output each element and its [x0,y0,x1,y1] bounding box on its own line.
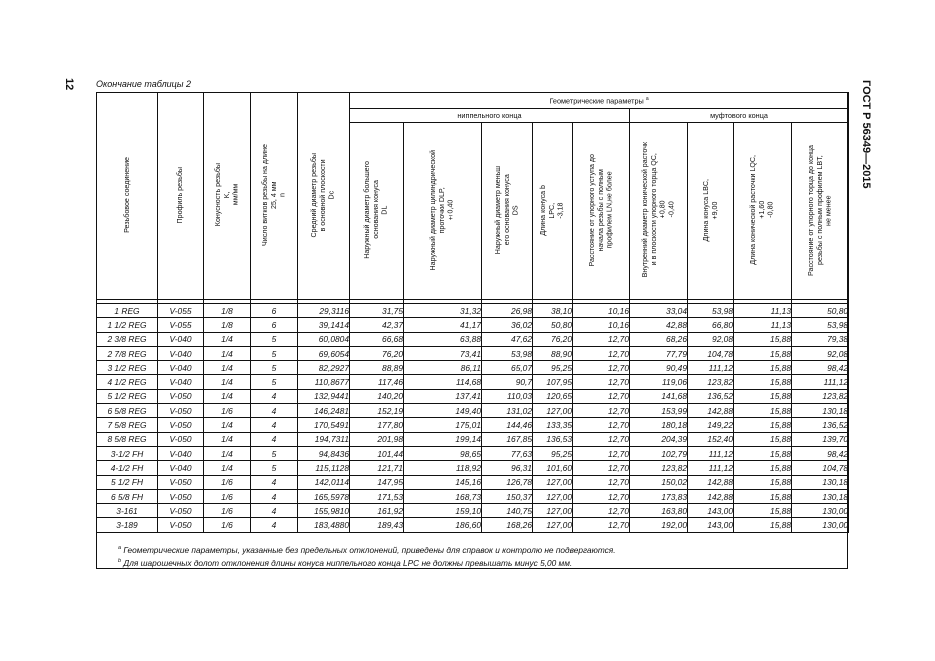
table-cell: 65,07 [482,361,533,375]
table-cell: 50,80 [792,304,849,318]
table-cell: V-040 [158,446,204,460]
table-cell: 168,26 [482,518,533,532]
table-cell: 98,42 [792,361,849,375]
table-cell: 5 1/2 REG [97,389,158,403]
table-cell: 1/8 [204,304,251,318]
table-cell: 31,75 [350,304,404,318]
table-cell: 53,98 [792,318,849,332]
table-cell: 161,92 [350,504,404,518]
table-cell: 98,65 [404,446,482,460]
table-cell: 69,6054 [298,346,350,360]
table-cell: 5 [251,375,298,389]
column-header-label: Расстояние от упорного уступа до начала резьбы с полным профилем LN,не более [587,153,614,267]
table-cell: 153,99 [630,404,688,418]
table-cell: 139,70 [792,432,849,446]
table-cell: 165,5978 [298,489,350,503]
table-cell: 155,9810 [298,504,350,518]
table-cell: 130,18 [792,489,849,503]
table-cell: 94,8436 [298,446,350,460]
table-cell: 12,70 [573,404,630,418]
table-cell: 142,88 [688,489,734,503]
table-cell: V-050 [158,389,204,403]
group-header-note: а [645,95,649,102]
table-cell: 173,83 [630,489,688,503]
table-cell: 150,37 [482,489,533,503]
table-cell: 1/6 [204,475,251,489]
table-cell: 90,49 [630,361,688,375]
table-cell: 33,04 [630,304,688,318]
table-cell: 126,78 [482,475,533,489]
table-cell: 149,40 [404,404,482,418]
column-header-label: Наружный диаметр цилиндрической проточки DLP, ±0,40 [429,149,455,271]
table-cell: 1 REG [97,304,158,318]
table-cell: 15,88 [734,504,792,518]
table-cell: 12,70 [573,489,630,503]
table-cell: V-040 [158,346,204,360]
table-cell: 1/4 [204,432,251,446]
table-cell: 2 3/8 REG [97,332,158,346]
group-header-label: Геометрические параметры [549,96,644,106]
table-cell: 147,95 [350,475,404,489]
table-cell: 68,26 [630,332,688,346]
table-cell: 12,70 [573,389,630,403]
table-cell: 123,82 [688,375,734,389]
table-cell: V-055 [158,318,204,332]
table-cell: 170,5491 [298,418,350,432]
table-cell: 3-161 [97,504,158,518]
table-cell: 12,70 [573,461,630,475]
table-cell: 121,71 [350,461,404,475]
table-cell: 130,00 [792,504,849,518]
table-cell: 10,16 [573,318,630,332]
table-cell: 4 [251,504,298,518]
table-cell: 2 7/8 REG [97,346,158,360]
table-cell: 110,03 [482,389,533,403]
table-cell: 96,31 [482,461,533,475]
table-cell: 15,88 [734,446,792,460]
table-cell: 127,00 [533,475,573,489]
table-cell: 159,10 [404,504,482,518]
table-cell: 82,2927 [298,361,350,375]
table-frame [96,92,848,569]
table-cell: 4 1/2 REG [97,375,158,389]
table-cell: 5 [251,332,298,346]
table-cell: 1/4 [204,361,251,375]
column-header-label: Длина конуса LBC, +9,00 [701,178,719,242]
table-cell: 117,46 [350,375,404,389]
table-cell: 26,98 [482,304,533,318]
column-header-label: Средний диаметр резьбы в основной плоскости Dс [310,152,336,238]
table-cell: 194,7311 [298,432,350,446]
table-cell: V-050 [158,475,204,489]
table-cell: 177,80 [350,418,404,432]
table-cell: 104,78 [688,346,734,360]
table-cell: V-055 [158,304,204,318]
subheader-nipple: ниппельного конца [350,109,630,123]
table-cell: V-050 [158,432,204,446]
table-cell: 88,90 [533,346,573,360]
table-cell: 1/6 [204,404,251,418]
table-cell: 1/6 [204,504,251,518]
table-cell: 6 5/8 REG [97,404,158,418]
table-cell: 15,88 [734,518,792,532]
table-cell: 136,52 [792,418,849,432]
table-cell: 127,00 [533,518,573,532]
table-cell: 130,18 [792,475,849,489]
table-cell: 15,88 [734,361,792,375]
table-cell: 31,32 [404,304,482,318]
table-cell: 127,00 [533,404,573,418]
table-cell: 136,52 [688,389,734,403]
column-header-label: Расстояние от упорного торца до конца резьбы с полным профилем LBT, не менее [806,144,833,276]
table-cell: 1/4 [204,346,251,360]
table-cell: 39,1414 [298,318,350,332]
table-cell: V-050 [158,489,204,503]
table-cell: 120,65 [533,389,573,403]
column-header-label: Конусность резьбы K, мм/мм [213,163,240,227]
table-cell: 137,41 [404,389,482,403]
table-cell: 76,20 [533,332,573,346]
table-cell: 192,00 [630,518,688,532]
table-cell: 15,88 [734,404,792,418]
table-cell: 110,8677 [298,375,350,389]
table-cell: 12,70 [573,475,630,489]
table-cell: 60,0804 [298,332,350,346]
table-cell: 38,10 [533,304,573,318]
table-cell: 131,02 [482,404,533,418]
table-cell: 1 1/2 REG [97,318,158,332]
table-cell: 5 [251,346,298,360]
table-cell: 4 [251,475,298,489]
table-cell: 1/4 [204,446,251,460]
table-cell: 95,25 [533,361,573,375]
table-cell: 8 5/8 REG [97,432,158,446]
table-cell: 101,44 [350,446,404,460]
table-cell: 88,89 [350,361,404,375]
table-cell: 144,46 [482,418,533,432]
table-cell: 1/6 [204,489,251,503]
table-cell: 175,01 [404,418,482,432]
column-header-label: Наружный диаметр большего основания конуса DL [363,161,389,259]
table-cell: 92,08 [688,332,734,346]
table-cell: 141,68 [630,389,688,403]
table-cell: 1/4 [204,375,251,389]
table-cell: 73,41 [404,346,482,360]
table-cell: 111,12 [688,361,734,375]
table-cell: 127,00 [533,489,573,503]
table-cell: 143,00 [688,504,734,518]
table-cell: 6 [251,318,298,332]
table-cell: 167,85 [482,432,533,446]
table-cell: V-040 [158,361,204,375]
table-cell: 12,70 [573,432,630,446]
table-cell: 136,53 [533,432,573,446]
table-cell: V-050 [158,518,204,532]
table-cell: 15,88 [734,461,792,475]
table-cell: 115,1128 [298,461,350,475]
table-cell: 171,53 [350,489,404,503]
table-cell: 6 5/8 FH [97,489,158,503]
column-header-label: Длина конуса b LPC, -3,18 [539,184,565,236]
subheader-box: муфтового конца [630,109,849,123]
table-cell: 15,88 [734,332,792,346]
table-cell: 7 5/8 REG [97,418,158,432]
table-cell: 114,68 [404,375,482,389]
table-cell: 133,35 [533,418,573,432]
table-cell: V-040 [158,461,204,475]
table-cell: 3-1/2 FH [97,446,158,460]
table-cell: 123,82 [630,461,688,475]
table-cell: 53,98 [482,346,533,360]
table-cell: 142,0114 [298,475,350,489]
column-header-label: Длина конической расточки LQC, +1,60 -0,80 [749,155,775,265]
table-cell: V-050 [158,418,204,432]
table-cell: 4 [251,432,298,446]
table-cell: 107,95 [533,375,573,389]
table-cell: 149,22 [688,418,734,432]
table-cell: 41,17 [404,318,482,332]
table-cell: 152,19 [350,404,404,418]
table-cell: 140,20 [350,389,404,403]
table-cell: 6 [251,304,298,318]
table-cell: 76,20 [350,346,404,360]
table-cell: 15,88 [734,475,792,489]
table-cell: 90,7 [482,375,533,389]
table-cell: V-050 [158,504,204,518]
table-cell: 5 [251,461,298,475]
table-cell: 145,16 [404,475,482,489]
table-cell: V-050 [158,404,204,418]
table-cell: 12,70 [573,504,630,518]
table-cell: 5 [251,361,298,375]
table-cell: 1/4 [204,389,251,403]
table-cell: 199,14 [404,432,482,446]
table-cell: 123,82 [792,389,849,403]
table-cell: 12,70 [573,418,630,432]
table-cell: 77,63 [482,446,533,460]
table-cell: 130,00 [792,518,849,532]
table-cell: 36,02 [482,318,533,332]
table-cell: 11,13 [734,304,792,318]
table-cell: 15,88 [734,489,792,503]
table-cell: 201,98 [350,432,404,446]
column-header-label: Число витков резьбы на длине 25, 4 мм n [260,144,287,246]
table-cell: 15,88 [734,418,792,432]
standard-code: ГОСТ Р 56349—2015 [860,80,872,189]
footnotes [118,543,616,570]
table-cell: 1/8 [204,318,251,332]
table-cell: 104,78 [792,461,849,475]
table-cell: 102,79 [630,446,688,460]
column-header-label: Внутренний диаметр конической расточк и в плоскости упорного торца QC, +0,80 -0,40 [640,142,676,278]
column-header-label: Наружный диаметр меньш его основания конуса DS [493,165,520,255]
table-cell: 5 [251,446,298,460]
table-cell: 77,79 [630,346,688,360]
table-cell: 11,13 [734,318,792,332]
table-cell: 92,08 [792,346,849,360]
page-number: 12 [63,78,75,91]
table-cell: 152,40 [688,432,734,446]
table-cell: 15,88 [734,346,792,360]
table-cell: 10,16 [573,304,630,318]
table-cell: 204,39 [630,432,688,446]
table-cell: 15,88 [734,432,792,446]
table-cell: 180,18 [630,418,688,432]
table-cell: 63,88 [404,332,482,346]
table-cell: 15,88 [734,389,792,403]
table-cell: 111,12 [792,375,849,389]
table-cell: 3 1/2 REG [97,361,158,375]
table-cell: 5 1/2 FH [97,475,158,489]
table-cell: V-040 [158,375,204,389]
table-cell: 101,60 [533,461,573,475]
footnote-a: $^а$ Геометрические параметры, указанные без предельных отклонений, приведены для справок и контролю не подвергаются. [118,544,616,555]
table-cell: 12,70 [573,346,630,360]
table-cell: 142,88 [688,404,734,418]
table-cell: 79,38 [792,332,849,346]
table-cell: 66,80 [688,318,734,332]
table-cell: 3-189 [97,518,158,532]
table-cell: 4 [251,404,298,418]
table-cell: 189,43 [350,518,404,532]
table-cell: 111,12 [688,446,734,460]
table-cell: 12,70 [573,446,630,460]
footnote-b: $^b$ Для шарошечных долот отклонения длины конуса ниппельного конца LPC не должны превышать минус 5,00 мм. [118,558,573,569]
table-cell: 42,88 [630,318,688,332]
table-cell: 29,3116 [298,304,350,318]
table-cell: 12,70 [573,375,630,389]
table-caption: Окончание таблицы 2 [96,79,191,89]
table-cell: 95,25 [533,446,573,460]
table-cell: 142,88 [688,475,734,489]
table-cell: 1/4 [204,418,251,432]
table-cell: 1/4 [204,461,251,475]
table-cell: 111,12 [688,461,734,475]
table-cell: 4 [251,489,298,503]
table-cell: 4 [251,518,298,532]
table-cell: 132,9441 [298,389,350,403]
column-header-label: Резьбовое соединение [122,157,131,233]
table-cell: 42,37 [350,318,404,332]
table-cell: 4-1/2 FH [97,461,158,475]
table-cell: 12,70 [573,518,630,532]
table-cell: 50,80 [533,318,573,332]
table-cell: 163,80 [630,504,688,518]
table-cell: 1/6 [204,518,251,532]
table-cell: 186,60 [404,518,482,532]
table-cell: 168,73 [404,489,482,503]
table-cell: 127,00 [533,504,573,518]
table-cell: 140,75 [482,504,533,518]
table-cell: 130,18 [792,404,849,418]
table-cell: 146,2481 [298,404,350,418]
table-cell: 4 [251,389,298,403]
table-cell: V-040 [158,332,204,346]
table-cell: 12,70 [573,361,630,375]
table-cell: 183,4880 [298,518,350,532]
table-cell: 47,62 [482,332,533,346]
table-cell: 1/4 [204,332,251,346]
table-cell: 86,11 [404,361,482,375]
table-cell: 98,42 [792,446,849,460]
table-cell: 4 [251,418,298,432]
table-cell: 143,00 [688,518,734,532]
table-cell: 12,70 [573,332,630,346]
table-cell: 53,98 [688,304,734,318]
column-header-label: Профиль резьбы [176,166,185,224]
table-cell: 118,92 [404,461,482,475]
table-cell: 150,02 [630,475,688,489]
table-cell: 119,06 [630,375,688,389]
table-cell: 15,88 [734,375,792,389]
table-cell: 66,68 [350,332,404,346]
